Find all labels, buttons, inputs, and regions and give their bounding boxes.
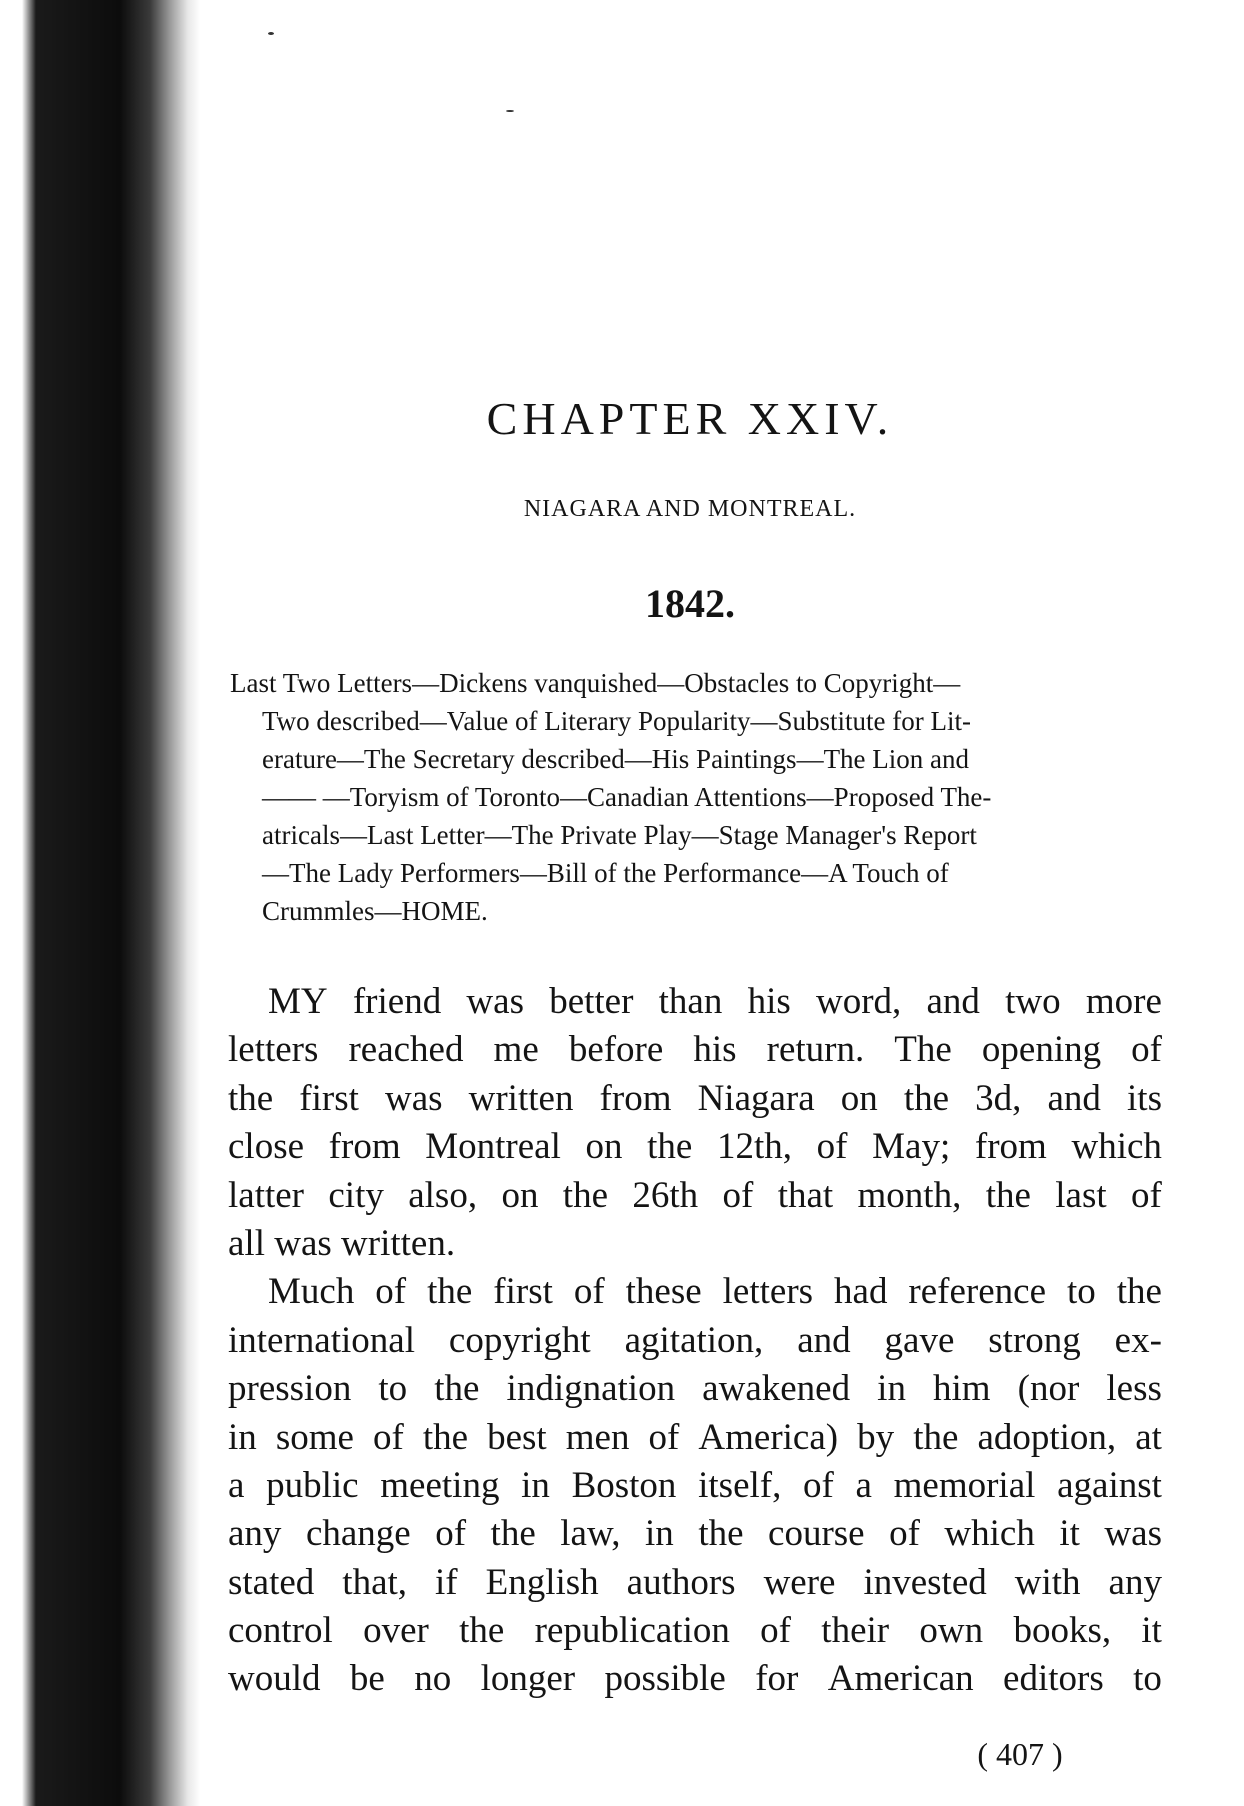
page-number: ( 407 ) <box>977 1736 1063 1772</box>
body-word: that, <box>342 1561 408 1603</box>
body-word: possible <box>604 1658 726 1700</box>
body-word: pression <box>228 1368 352 1410</box>
body-word: ex- <box>1114 1319 1162 1361</box>
body-word: American <box>827 1658 974 1700</box>
body-word: the <box>913 1416 959 1458</box>
synopsis-line: —— —Toryism of Toronto—Canadian Attentions—Proposed The- <box>262 782 992 812</box>
synopsis-line: atricals—Last Letter—The Private Play—Stage Manager's Report <box>262 820 977 850</box>
body-word: also, <box>408 1174 478 1216</box>
body-word: that <box>777 1174 834 1216</box>
body-word: Niagara <box>697 1077 815 1119</box>
body-word: more <box>1085 981 1162 1022</box>
body-word: letters <box>722 1271 814 1313</box>
body-word: the <box>490 1513 536 1555</box>
body-word: Montreal <box>425 1126 561 1168</box>
body-word: had <box>834 1271 888 1313</box>
body-line <box>228 1462 1162 1510</box>
body-word: of <box>435 1513 467 1555</box>
body-word: invested <box>863 1561 987 1603</box>
body-line <box>228 1559 1162 1607</box>
body-line <box>228 1365 1162 1413</box>
body-word: the <box>459 1610 505 1652</box>
body-word: it <box>1141 1610 1162 1652</box>
body-word: own <box>919 1610 984 1652</box>
body-word: any <box>228 1513 282 1555</box>
body-word: was <box>385 1077 443 1119</box>
body-word: if <box>435 1561 458 1603</box>
body-word: against <box>1057 1464 1162 1506</box>
body-line <box>228 1655 1162 1703</box>
body-word: the <box>228 1077 274 1119</box>
body-word: the <box>647 1126 693 1168</box>
body-word: would <box>228 1658 321 1700</box>
body-word: international <box>228 1319 415 1361</box>
body-word: meeting <box>380 1464 500 1506</box>
body-word: editors <box>1003 1658 1104 1700</box>
body-word: The <box>894 1029 952 1071</box>
body-word: these <box>625 1271 702 1313</box>
body-word: first <box>299 1077 359 1119</box>
body-word: word, <box>815 981 902 1022</box>
body-word: than <box>658 981 723 1022</box>
body-word: any <box>1108 1561 1162 1603</box>
body-word: strong <box>988 1319 1081 1361</box>
body-word: to <box>378 1368 408 1410</box>
body-word: on <box>840 1077 878 1119</box>
body-word: of <box>1131 1029 1162 1071</box>
body-line <box>228 1026 1162 1074</box>
body-word: from <box>974 1126 1047 1168</box>
chapter-year: 1842. <box>645 581 735 626</box>
body-word: control <box>228 1610 333 1652</box>
body-word: reference <box>908 1271 1046 1313</box>
body-word: from <box>599 1077 672 1119</box>
body-word: copyright <box>448 1319 591 1361</box>
body-word: letters <box>228 1029 319 1071</box>
body-word: which <box>1071 1126 1162 1168</box>
body-line <box>228 1172 1162 1220</box>
body-word: books, <box>1013 1610 1112 1652</box>
body-word: last <box>1055 1174 1107 1216</box>
body-word: the <box>698 1513 744 1555</box>
body-line <box>228 1317 1162 1365</box>
synopsis-line: Crummles—HOME. <box>262 896 488 926</box>
body-word: before <box>568 1029 664 1071</box>
body-word: me <box>493 1029 539 1071</box>
body-word: of <box>1131 1174 1162 1216</box>
body-word: of <box>722 1174 754 1216</box>
body-word: in <box>521 1464 550 1506</box>
body-word: May; <box>872 1126 951 1168</box>
body-word: law, <box>560 1513 621 1555</box>
body-word: was <box>1104 1513 1162 1555</box>
body-word: of <box>760 1610 791 1652</box>
body-word: longer <box>480 1658 576 1700</box>
body-word: opening <box>981 1029 1102 1071</box>
body-word: close <box>228 1126 305 1168</box>
body-word: return. <box>766 1029 865 1071</box>
body-word: indignation <box>506 1368 676 1410</box>
body-word: best <box>487 1416 547 1458</box>
body-word: from <box>328 1126 401 1168</box>
body-word: his <box>747 981 791 1022</box>
body-word: on <box>501 1174 539 1216</box>
chapter-synopsis <box>230 664 1160 930</box>
body-word: and <box>1047 1077 1101 1119</box>
body-word: the <box>434 1368 480 1410</box>
body-word: authors <box>626 1561 736 1603</box>
body-line <box>228 1607 1162 1655</box>
body-word: of <box>889 1513 920 1555</box>
body-word: stated <box>228 1561 315 1603</box>
body-word: for <box>755 1658 799 1700</box>
body-text <box>228 978 1162 1704</box>
body-word: a <box>228 1464 245 1506</box>
body-word: with <box>1014 1561 1081 1603</box>
body-word: change <box>305 1513 411 1555</box>
body-word: to <box>1066 1271 1096 1313</box>
body-word: were <box>763 1561 836 1603</box>
body-word: on <box>585 1126 623 1168</box>
body-word: written <box>468 1077 574 1119</box>
body-word: it <box>1059 1513 1080 1555</box>
body-word: at <box>1135 1416 1162 1458</box>
body-word: 26th <box>632 1174 699 1216</box>
body-word: the <box>985 1174 1031 1216</box>
body-word: be <box>349 1658 385 1700</box>
body-word: 12th, <box>717 1126 793 1168</box>
body-word: (nor <box>1017 1368 1080 1410</box>
body-word: friend <box>352 981 442 1022</box>
body-word: reached <box>348 1029 464 1071</box>
body-word: to <box>1133 1658 1162 1700</box>
body-word: city <box>328 1174 384 1216</box>
body-word: some <box>275 1416 354 1458</box>
body-word: was <box>466 981 524 1022</box>
body-line <box>228 1123 1162 1171</box>
body-word: the <box>562 1174 608 1216</box>
body-word: better <box>549 981 634 1022</box>
body-word: his <box>693 1029 737 1071</box>
body-word: adoption, <box>977 1416 1117 1458</box>
body-word: in <box>877 1368 906 1410</box>
body-word: over <box>363 1610 429 1652</box>
body-word: latter <box>228 1174 305 1216</box>
body-line <box>228 1414 1162 1462</box>
body-word: gave <box>884 1319 955 1361</box>
body-line <box>228 978 1162 1026</box>
ink-speck <box>268 32 274 35</box>
body-word: two <box>1005 981 1061 1022</box>
body-line <box>228 1268 1162 1316</box>
body-line <box>228 1510 1162 1558</box>
body-word: Much <box>268 1271 355 1313</box>
body-word: 3d, <box>975 1077 1022 1119</box>
body-word: its <box>1127 1077 1162 1119</box>
body-word: and <box>926 981 980 1022</box>
body-word: the <box>1116 1271 1162 1313</box>
chapter-subtitle: NIAGARA AND MONTREAL. <box>523 496 857 522</box>
synopsis-line: Two described—Value of Literary Popularity—Substitute for Lit- <box>262 706 971 736</box>
body-word: Boston <box>571 1464 677 1506</box>
ink-speck <box>506 110 514 112</box>
body-line: all was written. <box>228 1222 456 1264</box>
body-word: agitation, <box>624 1319 764 1361</box>
binding-gutter-shadow <box>0 0 200 1806</box>
chapter-title: CHAPTER XXIV. <box>486 393 894 444</box>
body-word: republication <box>534 1610 730 1652</box>
body-line <box>228 1075 1162 1123</box>
body-word: of <box>372 1416 404 1458</box>
body-word: memorial <box>893 1464 1036 1506</box>
body-word: America) <box>698 1416 839 1458</box>
body-word: public <box>266 1464 359 1506</box>
body-word: first <box>493 1271 553 1313</box>
body-word: the <box>427 1271 473 1313</box>
body-word: and <box>797 1319 851 1361</box>
body-word: him <box>933 1368 991 1410</box>
body-word: men <box>565 1416 630 1458</box>
body-word: which <box>944 1513 1035 1555</box>
body-word: less <box>1106 1368 1162 1410</box>
body-word: a <box>855 1464 872 1506</box>
body-word: by <box>857 1416 895 1458</box>
body-word: in <box>645 1513 674 1555</box>
body-word: in <box>228 1416 257 1458</box>
body-word: of <box>375 1271 407 1313</box>
body-word: the <box>903 1077 950 1119</box>
synopsis-line: Last Two Letters—Dickens vanquished—Obstacles to Copyright— <box>230 668 961 698</box>
body-word: month, <box>857 1174 962 1216</box>
body-word: awakened <box>702 1368 851 1410</box>
body-word: MY <box>268 981 328 1022</box>
body-word: of <box>573 1271 605 1313</box>
synopsis-line: —The Lady Performers—Bill of the Performance—A Touch of <box>262 858 949 888</box>
body-word: itself, <box>698 1464 782 1506</box>
body-word: English <box>485 1561 599 1603</box>
body-word: no <box>414 1658 452 1700</box>
body-word: of <box>803 1464 834 1506</box>
synopsis-line: erature—The Secretary described—His Paintings—The Lion and <box>262 744 970 774</box>
body-word: of <box>648 1416 680 1458</box>
body-word: of <box>816 1126 848 1168</box>
body-word: the <box>422 1416 469 1458</box>
body-word: course <box>768 1513 865 1555</box>
body-word: their <box>821 1610 890 1652</box>
